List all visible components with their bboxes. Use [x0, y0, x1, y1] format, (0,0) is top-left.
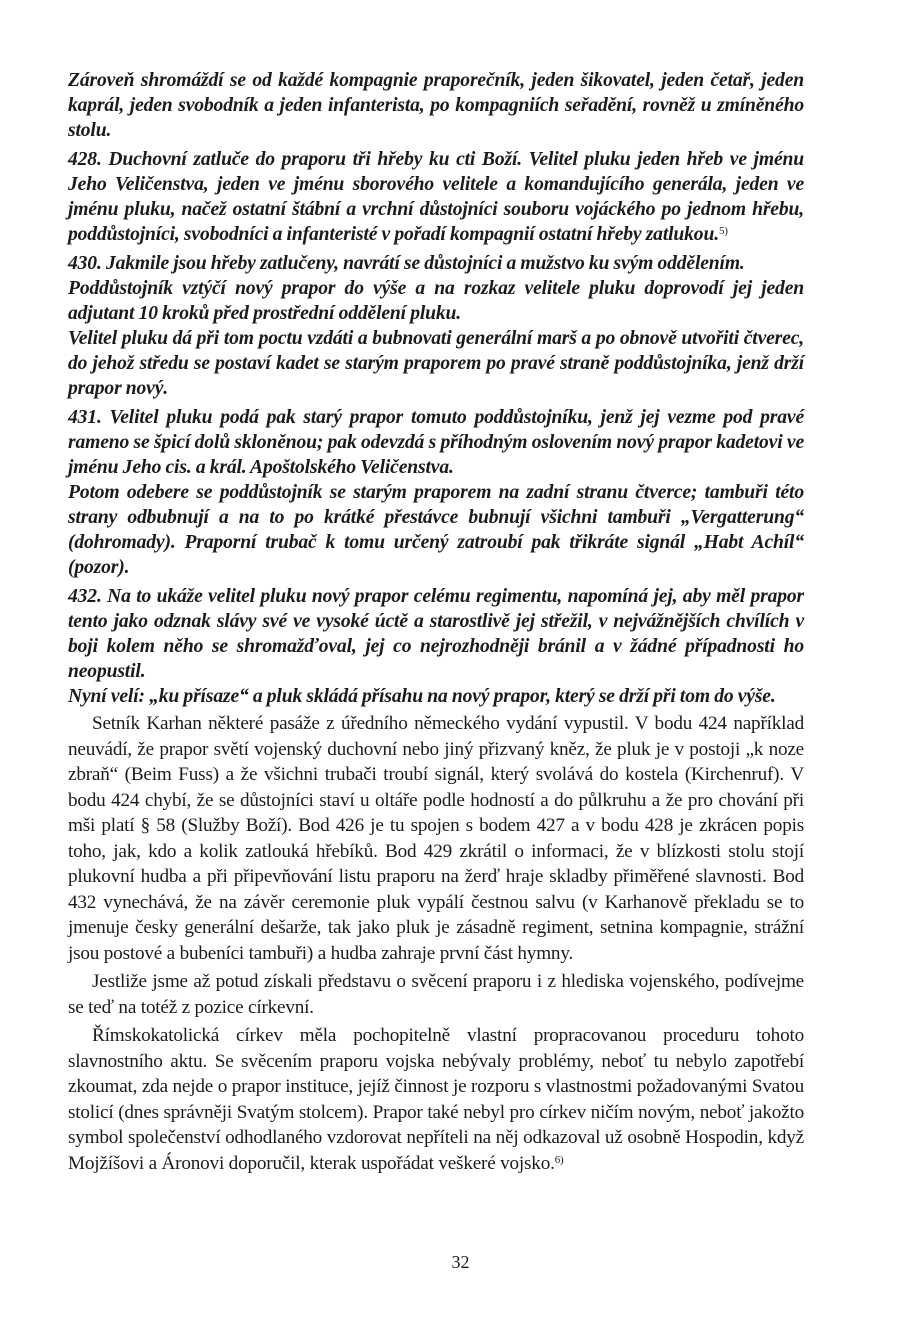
paragraph-430-continued [68, 326, 804, 401]
paragraph-text: 431. Velitel pluku podá pak starý prapor tomuto poddůstojníku, jenž jej vezme pod pravé rameno se špicí dolů skloněnou; pak odevzdá s příhodným oslovením nový prapor kadetovi ve jménu Jeho cis. a král. Apoštolského Veličenstva. [68, 407, 804, 478]
paragraph-428 [68, 147, 804, 247]
body-paragraph-church [68, 1023, 804, 1176]
page-number: 32 [451, 1252, 470, 1272]
paragraph-430 [68, 251, 804, 276]
paragraph-432 [68, 584, 804, 684]
paragraph-text: 432. Na to ukáže velitel pluku nový prapor celému regimentu, napomíná jej, aby měl prapor tento jako odznak slávy své ve vysoké úctě a starostlivě jej střežil, v nejvážnějších chvílích v boji kolem něho se shromažďoval, jej co nejrozhodněji bránil a v žádné případnosti ho neopustil. [68, 586, 804, 682]
paragraph-text: Setník Karhan některé pasáže z úředního německého vydání vypustil. V bodu 424 například neuvádí, že prapor světí vojenský duchovní nebo jiný přizvaný kněz, že pluk je v postoji „k noze zbraň“ (Beim Fuss) a že všichni trubači troubí signál, který svolává do kostela (Kirchenruf). V bodu 424 chybí, že se důstojníci staví u oltáře podle hodností a do půlkruhu a že pro chování při mši platí § 58 (Služby Boží). Bod 426 je tu spojen s bodem 427 a v bodu 428 je zkrácen popis toho, jak, kdo a kolik zatlouká hřebíků. Bod 429 zkrátil o informaci, že v blízkosti stolu stojí plukovní hudba a při připevňování listu praporu na žerď hraje skladby přiměřené slavnosti. Bod 432 vynechává, že na závěr ceremonie pluk vypálí čestnou salvu (v Karhanově překladu se to jmenuje česky generální dešarže, tak jako pluk je zásadně regiment, setnina kompagnie, strážní jsou postové a bubeníci tambuři) a hudba zahraje první část hymny. [68, 713, 804, 964]
paragraph-432-continued [68, 684, 804, 709]
body-text [68, 711, 804, 1176]
paragraph-430-continued [68, 276, 804, 326]
paragraph-text: Jestliže jsme až potud získali představu o svěcení praporu i z hlediska vojenského, podívejme se teď na totéž z pozice církevní. [68, 971, 804, 1018]
paragraph-text: Potom odebere se poddůstojník se starým praporem na zadní stranu čtverce; tambuři této strany odbubnují a na to po krátké přestávce bubnují všichni tambuři „Vergatterung“ (dohromady). Praporní trubač k tomu určený zatroubí pak třikráte signál „Habt Achíl“ (pozor). [68, 482, 804, 578]
paragraph-text: 430. Jakmile jsou hřeby zatlučeny, navrátí se důstojníci a mužstvo ku svým oddělením. [68, 253, 745, 274]
body-paragraph-transition [68, 969, 804, 1020]
paragraph-text: 428. Duchovní zatluče do praporu tři hřeby ku cti Boží. Velitel pluku jeden hřeb ve jménu Jeho Veličenstva, jeden ve jménu sborového velitele a komandujícího generála, jeden ve jménu pluku, načež ostatní štábní a vrchní důstojníci souboru vojáckého po jednom hřebu, poddůstojníci, svobodníci a infanteristé v pořadí kompagnií ostatní hřeby zatlukou. [68, 149, 804, 245]
paragraph-text: Římskokatolická církev měla pochopitelně vlastní propracovanou proceduru tohoto slavnostního aktu. Se svěcením praporu vojska nebývaly problémy, neboť tu nebylo zapotřebí zkoumat, zda nejde o prapor instituce, jejíž činnost je rozporu s vlastnostmi požadovanými Svatou stolicí (dnes správněji Svatým stolcem). Prapor také nebyl pro církev ničím novým, neboť jakožto symbol společenství odhodlaného vzdorovat nepříteli na něj odkazoval už osobně Hospodin, když Mojžíšovi a Áronovi doporučil, kterak uspořádat veškeré vojsko. [68, 1025, 804, 1174]
paragraph-text: Zároveň shromáždí se od každé kompagnie praporečník, jeden šikovatel, jeden četař, jeden kaprál, jeden svobodník a jeden infanterista, po kompagniích seřadění, rovněž u zmíněného stolu. [68, 70, 804, 141]
document-page [68, 68, 804, 1176]
quoted-regulation-text [68, 68, 804, 709]
footnote-marker[interactable]: 5) [718, 225, 728, 237]
paragraph-text: Poddůstojník vztýčí nový prapor do výše a na rozkaz velitele pluku doprovodí jej jeden adjutant 10 kroků před prostřední oddělení pluku. [68, 278, 804, 324]
paragraph-text: Velitel pluku dá při tom poctu vzdáti a bubnovati generální marš a po obnově utvořiti čtverec, do jehož středu se postaví kadet se starým praporem po pravé straně poddůstojníka, jenž drží prapor nový. [68, 328, 804, 399]
paragraph-431 [68, 405, 804, 480]
footnote-marker[interactable]: 6) [554, 1153, 564, 1166]
body-paragraph-omissions [68, 711, 804, 966]
paragraph-assembly [68, 68, 804, 143]
paragraph-431-continued [68, 480, 804, 580]
paragraph-text: Nyní velí: „ku přísaze“ a pluk skládá přísahu na nový prapor, který se drží při tom do výše. [68, 686, 776, 707]
